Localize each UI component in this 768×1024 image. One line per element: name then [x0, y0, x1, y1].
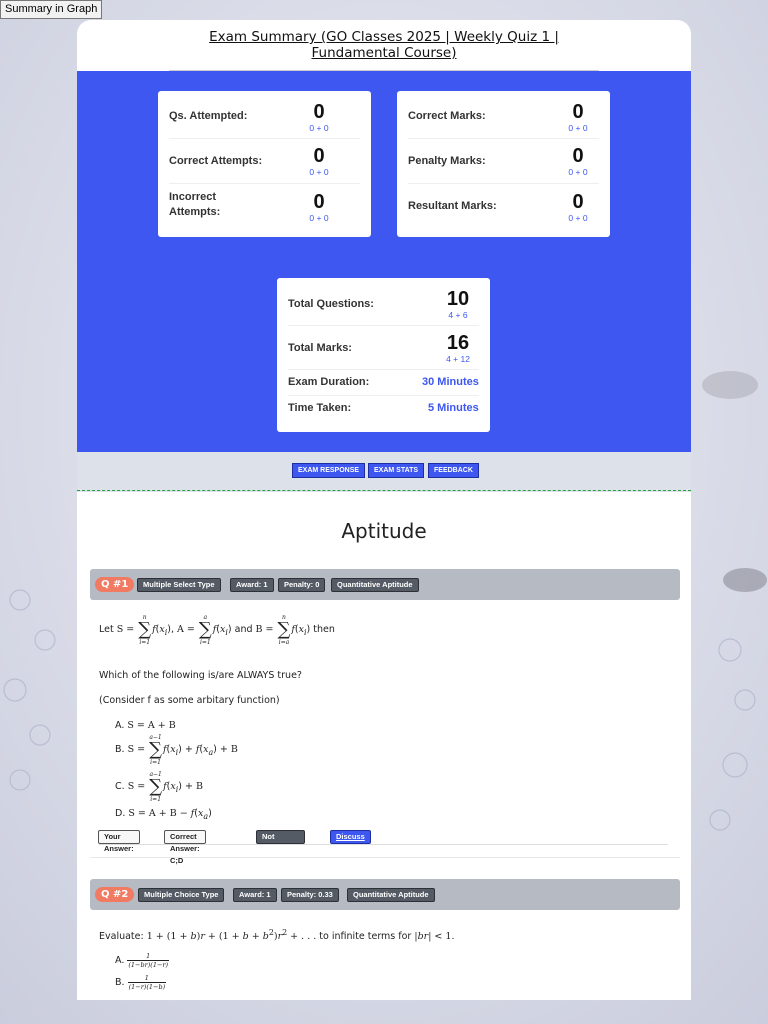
stat-duration-value: 30 Minutes — [422, 376, 479, 388]
stat-breakdown: 4 + 6 — [448, 310, 468, 320]
sum-symbol: ∑ n i=a — [277, 613, 291, 646]
stat-label: Incorrect Attempts: — [169, 191, 221, 218]
text-then: then — [313, 624, 335, 635]
stat-number: 0 — [313, 145, 325, 167]
stat-value — [289, 145, 349, 177]
action-button-bar — [77, 452, 691, 492]
option-b: B. S = ∑ a−1 i=1 $f(x_i) + f(x_a) + B$ — [115, 733, 238, 766]
stat-qs-attempted — [169, 91, 360, 139]
stat-penalty-marks — [408, 139, 599, 184]
stat-total-marks — [288, 326, 479, 370]
stat-breakdown: 4 + 12 — [446, 354, 470, 364]
stat-value — [428, 288, 488, 320]
sum-symbol: ∑ a−1 i=1 — [149, 733, 162, 766]
stat-exam-duration — [288, 370, 479, 396]
question-body — [90, 910, 680, 1000]
question-header — [90, 879, 680, 910]
stat-time-taken-value: 5 Minutes — [428, 402, 479, 414]
stat-breakdown: 0 + 0 — [568, 123, 588, 133]
stat-breakdown: 0 + 0 — [568, 213, 588, 223]
topic-tag: Quantitative Aptitude — [347, 888, 435, 902]
stat-label: Resultant Marks: — [408, 200, 497, 212]
sum-symbol: ∑ a i=1 — [198, 613, 212, 646]
stat-breakdown: 0 + 0 — [309, 167, 329, 177]
exam-summary-card — [77, 20, 691, 1000]
section-divider — [77, 490, 691, 491]
stat-breakdown: 0 + 0 — [568, 167, 588, 177]
stat-label: Correct Marks: — [408, 110, 486, 122]
option-a: A. $\frac{1}{(1-br)(1-r)}$ — [115, 952, 169, 969]
stats-panel — [77, 71, 691, 452]
correct-answer-pill: Correct Answer: C;D — [164, 830, 206, 844]
stat-number: 0 — [572, 101, 584, 123]
question-statement: Let S = ∑ n i=1 $f(x_i)$, A = ∑ a i=1 $f(x_i)$ and B = ∑ n i=a $f(x_i)$ then — [99, 613, 335, 646]
text-and: and — [234, 624, 253, 635]
section-title: Aptitude — [341, 519, 427, 543]
your-answer-pill: Your Answer: — [98, 830, 140, 844]
stat-resultant-marks — [408, 184, 599, 234]
marks-stats-box — [397, 91, 610, 237]
award-tag: Award: 1 — [230, 578, 274, 592]
stat-time-taken — [288, 396, 479, 426]
discuss-button[interactable]: Discuss — [330, 830, 371, 844]
exam-title-link[interactable]: Exam Summary (GO Classes 2025 | Weekly Quiz 1 | Fundamental Course) — [209, 29, 559, 61]
stat-breakdown: 0 + 0 — [309, 213, 329, 223]
stat-breakdown: 0 + 0 — [309, 123, 329, 133]
question-number-badge: Q #2 — [95, 887, 134, 902]
stat-value — [289, 101, 349, 133]
stat-value — [289, 191, 349, 223]
award-tag: Award: 1 — [233, 888, 277, 902]
feedback-button[interactable]: FEEDBACK — [428, 463, 479, 478]
totals-stats-box — [277, 278, 490, 432]
question-number-badge: Q #1 — [95, 577, 134, 592]
summary-in-graph-button[interactable]: Summary in Graph — [0, 0, 102, 19]
stat-value — [548, 101, 608, 133]
stat-label: Qs. Attempted: — [169, 110, 248, 122]
attempts-stats-box — [158, 91, 371, 237]
penalty-tag: Penalty: 0 — [278, 578, 325, 592]
stat-correct-attempts — [169, 139, 360, 184]
option-c: C. S = ∑ a−1 i=1 $f(x_i) + B$ — [115, 770, 203, 803]
topic-tag: Quantitative Aptitude — [331, 578, 419, 592]
text-let: Let — [99, 624, 114, 635]
question-type-tag: Multiple Select Type — [137, 578, 221, 592]
fraction: $\frac{1}{(1-r)(1-b)}$ — [128, 974, 166, 991]
fraction: $\frac{1}{(1-br)(1-r)}$ — [128, 952, 169, 969]
stat-number: 0 — [313, 191, 325, 213]
option-a: A. S = A + B — [115, 720, 176, 731]
question-line: Which of the following is/are ALWAYS true? — [99, 670, 302, 681]
sum-symbol: ∑ n i=1 — [138, 613, 152, 646]
stat-label: Exam Duration: — [288, 376, 370, 388]
stat-total-questions — [288, 278, 479, 326]
penalty-tag: Penalty: 0.33 — [281, 888, 339, 902]
question-body — [90, 600, 680, 858]
exam-response-button[interactable]: EXAM RESPONSE — [292, 463, 365, 478]
status-badge: Not Attempted — [256, 830, 305, 844]
stat-label: Time Taken: — [288, 402, 352, 414]
stat-value — [548, 191, 608, 223]
sum-symbol: ∑ a−1 i=1 — [149, 770, 163, 803]
exam-stats-button[interactable]: EXAM STATS — [368, 463, 424, 478]
stat-value — [428, 332, 488, 364]
stat-number: 16 — [446, 332, 470, 354]
stat-correct-marks — [408, 91, 599, 139]
stat-label: Correct Attempts: — [169, 155, 263, 167]
stat-value — [548, 145, 608, 177]
stat-label: Total Questions: — [288, 298, 374, 310]
option-b: B. $\frac{1}{(1-r)(1-b)}$ — [115, 974, 166, 991]
stat-number: 0 — [572, 191, 584, 213]
question-statement: Evaluate: $1 + (1 + b)r + (1 + b + b^2)r^2$ + . . . to infinite terms for |br| < 1. — [99, 928, 455, 943]
option-d: D. $S = A + B - f(x_a)$ — [115, 808, 212, 821]
stat-incorrect-attempts — [169, 184, 360, 234]
stat-label: Total Marks: — [288, 342, 352, 354]
stat-number: 10 — [446, 288, 470, 310]
question-note: (Consider f as some arbitary function) — [99, 695, 280, 706]
stat-number: 0 — [313, 101, 325, 123]
stat-number: 0 — [572, 145, 584, 167]
question-header — [90, 569, 680, 600]
stat-label: Penalty Marks: — [408, 155, 486, 167]
question-type-tag: Multiple Choice Type — [138, 888, 224, 902]
